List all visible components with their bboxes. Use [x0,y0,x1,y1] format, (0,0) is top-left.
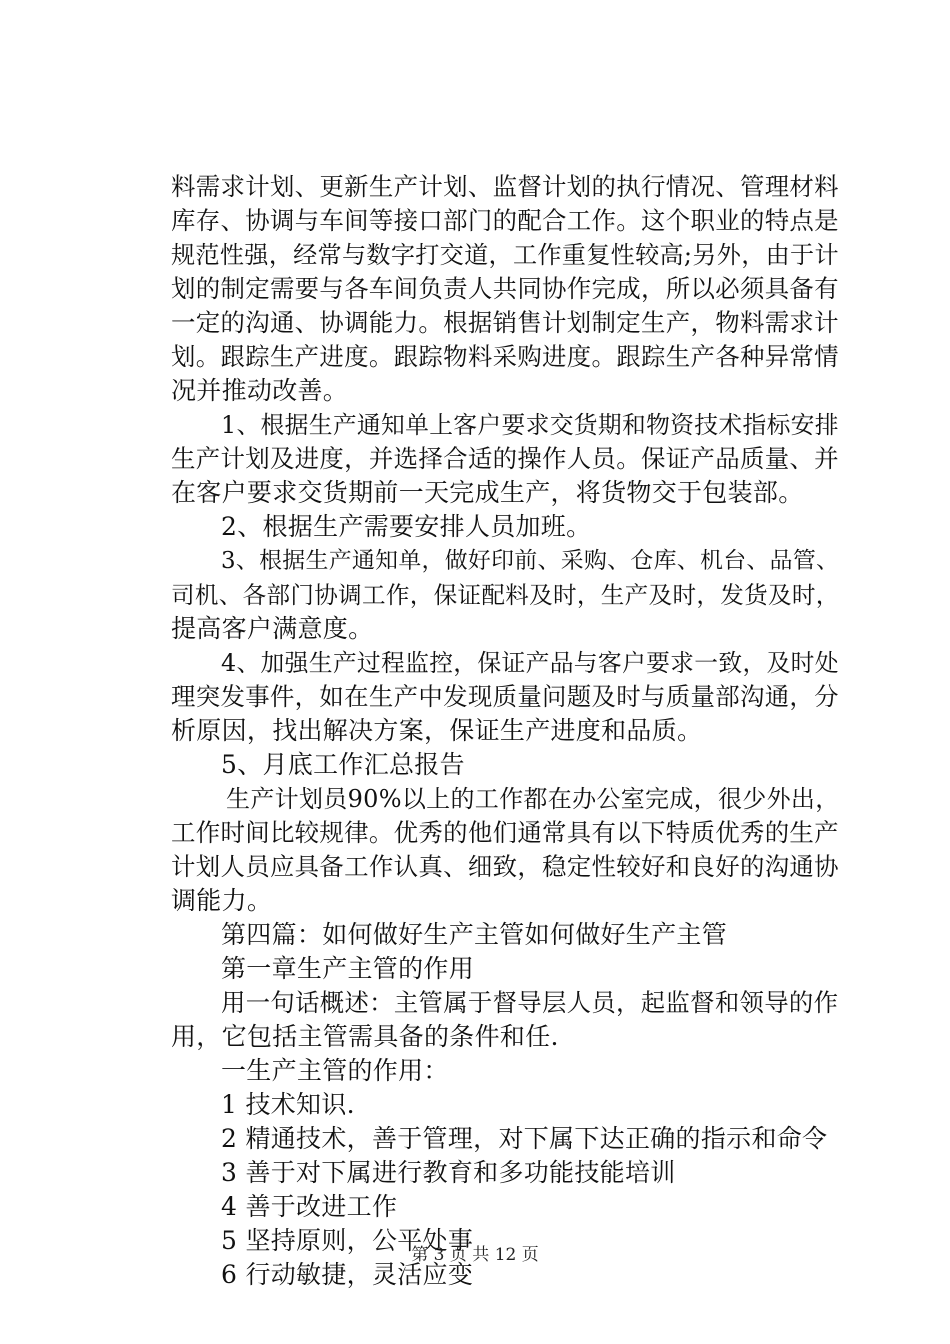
text-line: 生产计划及进度，并选择合适的操作人员。保证产品质量、并 [171,444,839,473]
text-line: 划的制定需要与各车间负责人共同协作完成，所以必须具备有 [171,274,839,303]
text-line: 提高客户满意度。 [171,614,374,643]
text-line: 3 善于对下属进行教育和多功能技能培训 [221,1158,676,1187]
text-line: 第一章生产主管的作用 [221,954,475,983]
text-line: 6 行动敏捷，灵活应变 [221,1260,474,1289]
text-line: 4 善于改进工作 [221,1192,398,1221]
text-line: 1、根据生产通知单上客户要求交货期和物资技术指标安排 [221,411,839,439]
text-line: 用一句话概述：主管属于督导层人员，起监督和领导的作 [221,988,839,1017]
text-line: 析原因，找出解决方案，保证生产进度和品质。 [171,716,703,745]
text-line: 第四篇：如何做好生产主管如何做好生产主管 [221,920,728,949]
text-line: 库存、协调与车间等接口部门的配合工作。这个职业的特点是 [171,206,839,235]
text-line: 4、加强生产过程监控，保证产品与客户要求一致，及时处 [221,649,839,677]
text-line: 在客户要求交货期前一天完成生产，将货物交于包装部。 [171,478,804,507]
text-line: 2 精通技术，善于管理，对下属下达正确的指示和命令 [221,1124,828,1153]
text-line: 生产计划员90%以上的工作都在办公室完成，很少外出， [226,785,840,813]
text-line: 2、根据生产需要安排人员加班。 [221,512,592,541]
text-line: 5、月底工作汇总报告 [221,750,465,779]
text-line: 料需求计划、更新生产计划、监督计划的执行情况、管理材料 [171,172,839,201]
text-line: 理突发事件，如在生产中发现质量问题及时与质量部沟通，分 [171,682,839,711]
text-line: 1 技术知识. [221,1090,355,1119]
text-line: 调能力。 [171,886,273,915]
text-line: 用，它包括主管需具备的条件和任. [171,1022,559,1051]
text-line: 一生产主管的作用： [221,1056,449,1085]
document-body [171,170,839,1292]
text-line: 计划人员应具备工作认真、细致，稳定性较好和良好的沟通协 [171,852,839,881]
text-line: 3、根据生产通知单，做好印前、采购、仓库、机台、品管、 [221,548,840,574]
text-line: 划。跟踪生产进度。跟踪物料采购进度。跟踪生产各种异常情 [171,342,839,371]
text-line: 况并推动改善。 [171,376,349,405]
text-line: 规范性强，经常与数字打交道，工作重复性较高;另外，由于计 [171,241,839,269]
text-line: 一定的沟通、协调能力。根据销售计划制定生产，物料需求计 [171,308,839,337]
text-line: 工作时间比较规律。优秀的他们通常具有以下特质优秀的生产 [171,818,839,847]
text-line: 5 坚持原则，公平处事 [221,1226,474,1255]
text-line: 司机、各部门协调工作，保证配料及时，生产及时，发货及时， [171,581,840,609]
page-footer: 第 3 页 共 12 页 [411,1245,539,1265]
